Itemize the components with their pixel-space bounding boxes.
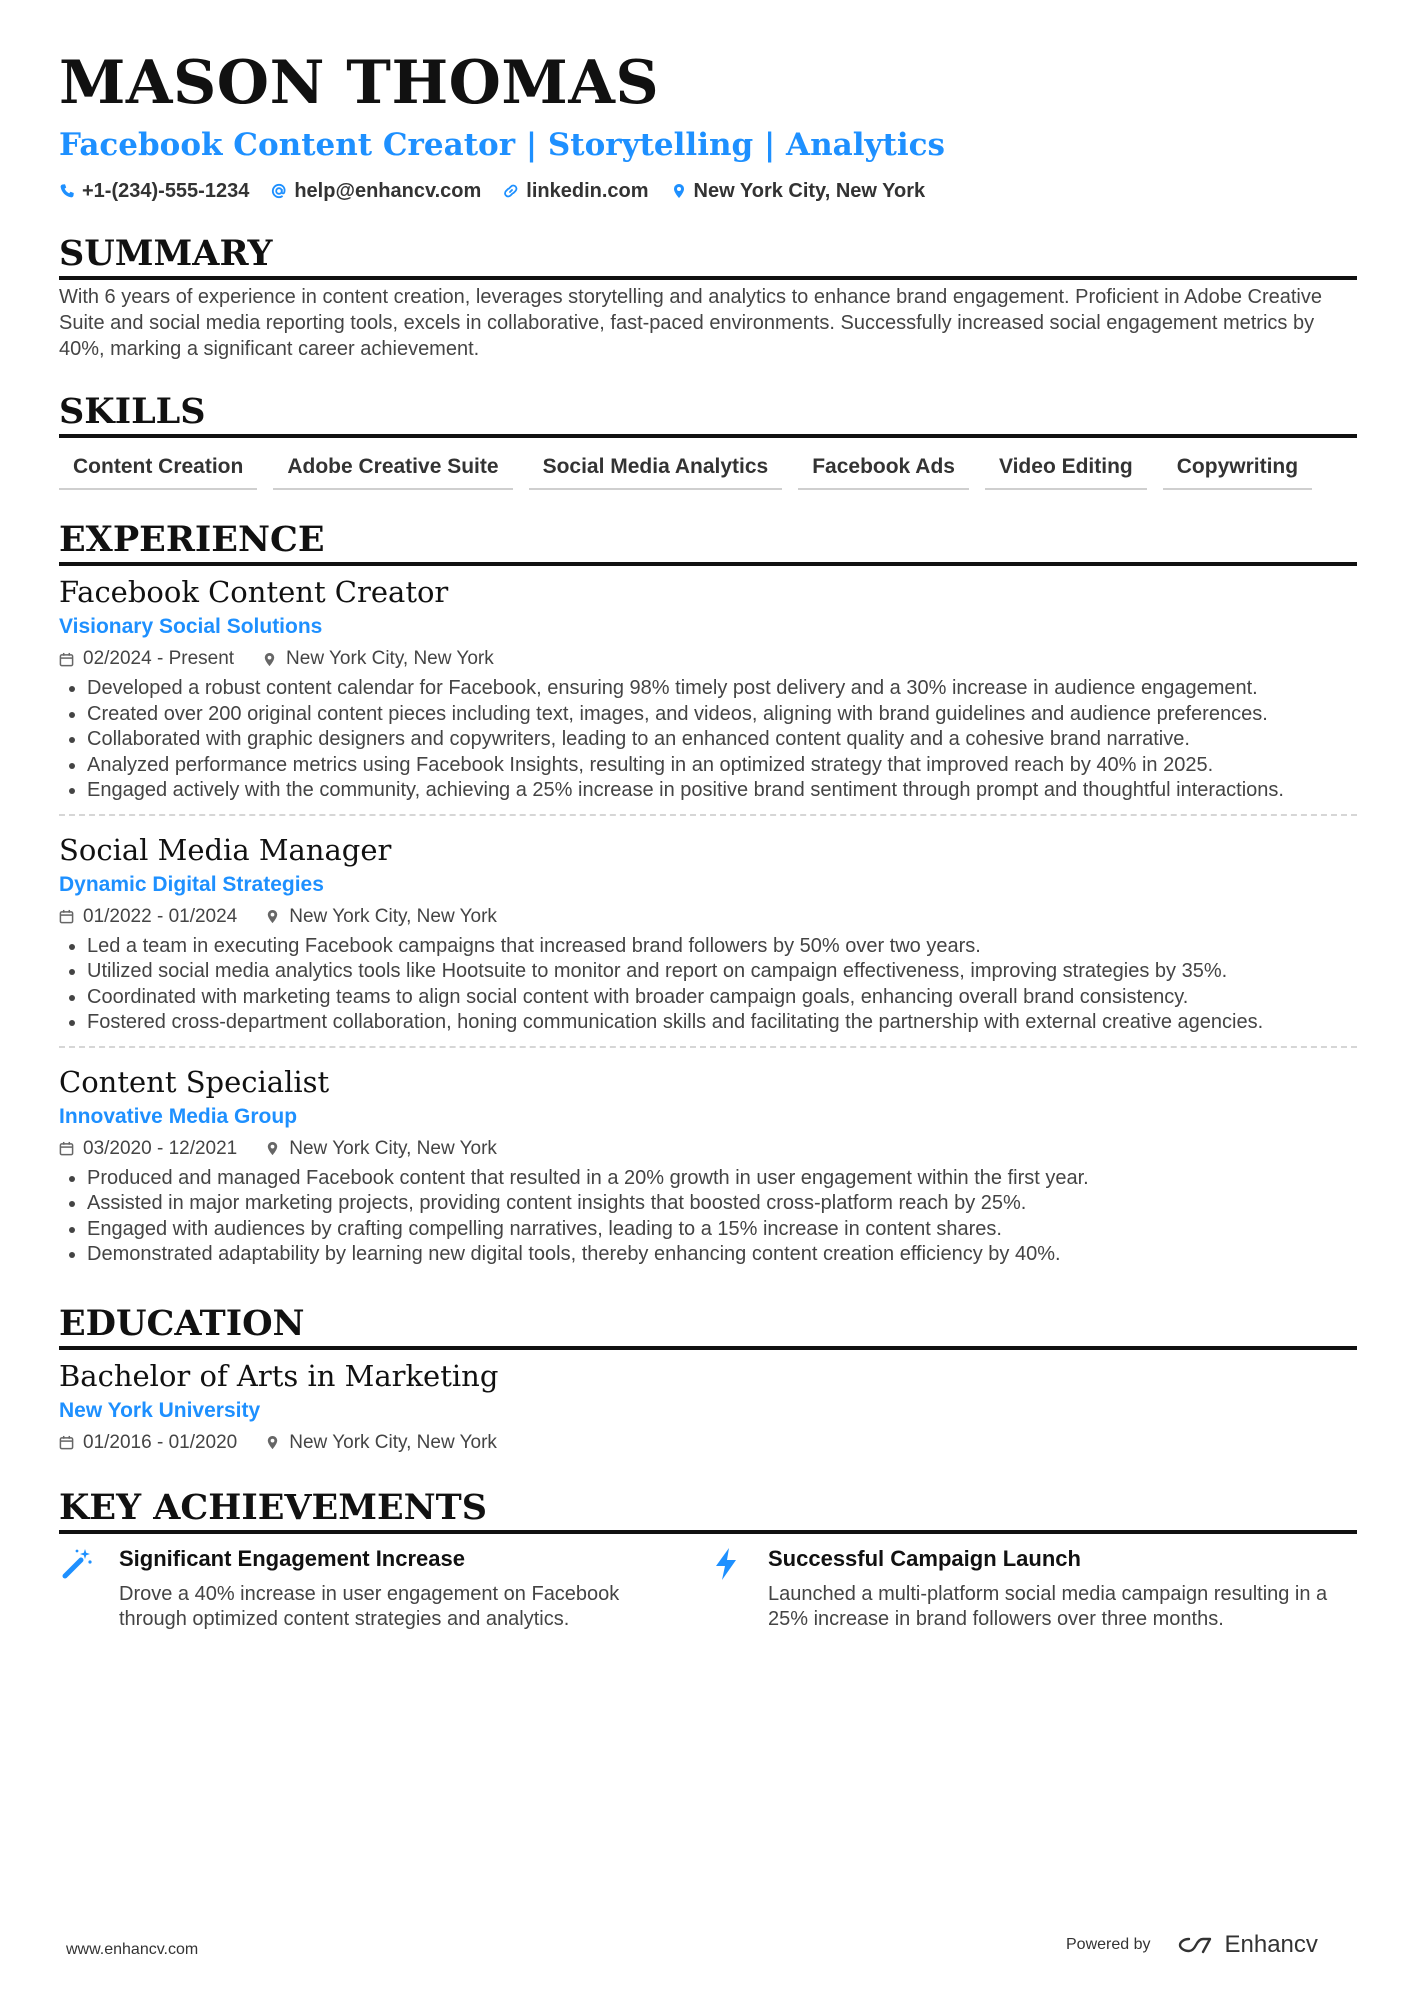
achievement-title: Successful Campaign Launch [768, 1545, 1081, 1571]
achievements-heading: KEY ACHIEVEMENTS [59, 1488, 1357, 1534]
calendar-icon [59, 1435, 74, 1450]
summary-heading: SUMMARY [59, 234, 1357, 280]
education-dates-text: 01/2016 - 01/2020 [83, 1431, 238, 1453]
contact-bar [59, 178, 1357, 204]
skill-tag: Copywriting [1163, 446, 1312, 490]
job-location [262, 644, 494, 674]
achievement-desc: Drove a 40% increase in user engagement on Facebook through optimized content strategies and analytics. [119, 1582, 620, 1630]
skill-tag: Adobe Creative Suite [273, 446, 512, 490]
achievements-list [59, 1544, 1357, 1633]
contact-linkedin[interactable] [503, 178, 648, 204]
contact-email[interactable] [271, 178, 481, 204]
education-location-text: New York City, New York [289, 1431, 497, 1453]
contact-email-text: help@enhancv.com [294, 180, 482, 202]
skills-heading: SKILLS [59, 392, 1357, 438]
candidate-name: MASON THOMAS [59, 48, 660, 118]
achievements-section [59, 1488, 1357, 1633]
magic-wand-icon [59, 1546, 95, 1582]
skills-section [59, 392, 1357, 490]
skill-tag: Facebook Ads [798, 446, 969, 490]
contact-location-text: New York City, New York [693, 180, 926, 202]
education-section [59, 1304, 1357, 1458]
location-icon [671, 183, 687, 199]
job-company: Visionary Social Solutions [59, 615, 323, 638]
achievement-item [59, 1544, 708, 1633]
skill-tag: Content Creation [59, 446, 257, 490]
at-icon [271, 183, 287, 199]
job-entry [59, 572, 1357, 810]
phone-icon [59, 183, 75, 199]
experience-section [59, 520, 1357, 1274]
contact-linkedin-text: linkedin.com [526, 180, 649, 202]
job-bullet: • Assisted in major marketing projects, providing content insights that boosted cross-platform reach by 25%. [87, 1191, 1357, 1217]
achievement-content [768, 1544, 1338, 1633]
enhancv-logo[interactable] [1175, 1931, 1318, 1959]
job-bullet: • Collaborated with graphic designers and copywriters, leading to an enhanced content quality and a cohesive brand narrative. [87, 727, 1357, 753]
job-bullet: • Engaged actively with the community, achieving a 25% increase in positive brand sentiment through prompt and thoughtful interactions. [87, 778, 1357, 804]
job-bullet: • Demonstrated adaptability by learning new digital tools, thereby enhancing content creation efficiency by 40%. [87, 1242, 1357, 1268]
degree-title: Bachelor of Arts in Marketing [59, 1358, 499, 1393]
candidate-title: Facebook Content Creator | Storytelling | Analytics [59, 127, 945, 163]
job-dates-text: 03/2020 - 12/2021 [83, 1137, 238, 1159]
job-title: Social Media Manager [59, 832, 392, 867]
education-location [265, 1428, 497, 1458]
contact-location [671, 178, 926, 204]
job-meta [59, 644, 1357, 674]
job-company: Dynamic Digital Strategies [59, 872, 324, 896]
job-meta [59, 1134, 1357, 1164]
job-bullet: • Coordinated with marketing teams to align social content with broader campaign goals, enhancing overall brand consistency. [87, 985, 1357, 1011]
enhancv-logo-icon [1175, 1933, 1217, 1957]
job-title: Content Specialist [59, 1064, 330, 1099]
experience-heading: EXPERIENCE [59, 520, 1357, 566]
job-bullet: • Utilized social media analytics tools like Hootsuite to monitor and report on campaign effectiveness, improving strategies by 35%. [87, 959, 1357, 985]
job-bullet: • Fostered cross-department collaboration, honing communication skills and facilitating the partnership with external creative agencies. [87, 1010, 1357, 1036]
achievement-title: Significant Engagement Increase [119, 1545, 465, 1571]
job-bullet: • Analyzed performance metrics using Facebook Insights, resulting in an optimized strategy that improved reach by 40% in 2025. [87, 753, 1357, 779]
calendar-icon [59, 909, 74, 924]
achievement-content [119, 1544, 689, 1633]
education-dates [59, 1428, 237, 1458]
location-icon [265, 909, 280, 924]
job-bullets [59, 676, 1357, 804]
job-dates [59, 902, 237, 932]
skill-tag: Social Media Analytics [529, 446, 783, 490]
job-location [265, 902, 497, 932]
calendar-icon [59, 652, 74, 667]
achievement-desc: Launched a multi-platform social media campaign resulting in a 25% increase in brand followers over three months. [768, 1582, 1328, 1630]
job-dates [59, 644, 234, 674]
powered-by-label: Powered by [1066, 1936, 1151, 1953]
summary-text: With 6 years of experience in content creation, leverages storytelling and analytics to enhance brand engagement. Proficient in Adobe Creative Suite and social media reporting tools, excels in collaborative, fast-paced environments. Successfully increased social engagement metrics by 40%, marking a significant career achievement. [59, 286, 1322, 360]
contact-phone-text: +1-(234)-555-1234 [82, 180, 250, 202]
job-entry [59, 1046, 1357, 1274]
footer-website[interactable]: www.enhancv.com [66, 1941, 199, 1958]
achievement-item [708, 1544, 1357, 1633]
school-name: New York University [59, 1398, 261, 1422]
job-bullet: • Created over 200 original content pieces including text, images, and videos, aligning with brand guidelines and audience preferences. [87, 702, 1357, 728]
job-bullet: • Led a team in executing Facebook campaigns that increased brand followers by 50% over two years. [87, 934, 1357, 960]
job-company: Innovative Media Group [59, 1104, 298, 1128]
education-meta [59, 1428, 1357, 1458]
job-bullets [59, 1166, 1357, 1268]
contact-phone[interactable] [59, 178, 249, 204]
lightning-bolt-icon [708, 1546, 744, 1582]
job-dates [59, 1134, 237, 1164]
skill-tag: Video Editing [985, 446, 1147, 490]
job-bullets [59, 934, 1357, 1036]
enhancv-logo-text: Enhancv [1224, 1931, 1318, 1958]
skills-list [59, 446, 1357, 490]
location-icon [262, 652, 277, 667]
job-bullet: • Developed a robust content calendar for Facebook, ensuring 98% timely post delivery and a 30% increase in audience engagement. [87, 676, 1357, 702]
job-bullet: • Engaged with audiences by crafting compelling narratives, leading to a 15% increase in content shares. [87, 1217, 1357, 1243]
job-dates-text: 02/2024 - Present [83, 648, 235, 669]
location-icon [265, 1141, 280, 1156]
job-location [265, 1134, 497, 1164]
job-bullet: • Produced and managed Facebook content that resulted in a 20% growth in user engagement within the first year. [87, 1166, 1357, 1192]
link-icon [503, 183, 519, 199]
location-icon [265, 1435, 280, 1450]
job-meta [59, 902, 1357, 932]
job-title: Facebook Content Creator [59, 575, 449, 609]
job-dates-text: 01/2022 - 01/2024 [83, 905, 238, 927]
footer-branding [1066, 1931, 1318, 1959]
job-location-text: New York City, New York [289, 905, 497, 927]
job-location-text: New York City, New York [286, 648, 494, 669]
calendar-icon [59, 1141, 74, 1156]
job-entry [59, 814, 1357, 1042]
summary-section [59, 234, 1357, 362]
resume-page [59, 44, 1357, 1633]
job-location-text: New York City, New York [289, 1137, 497, 1159]
education-heading: EDUCATION [59, 1304, 1357, 1350]
